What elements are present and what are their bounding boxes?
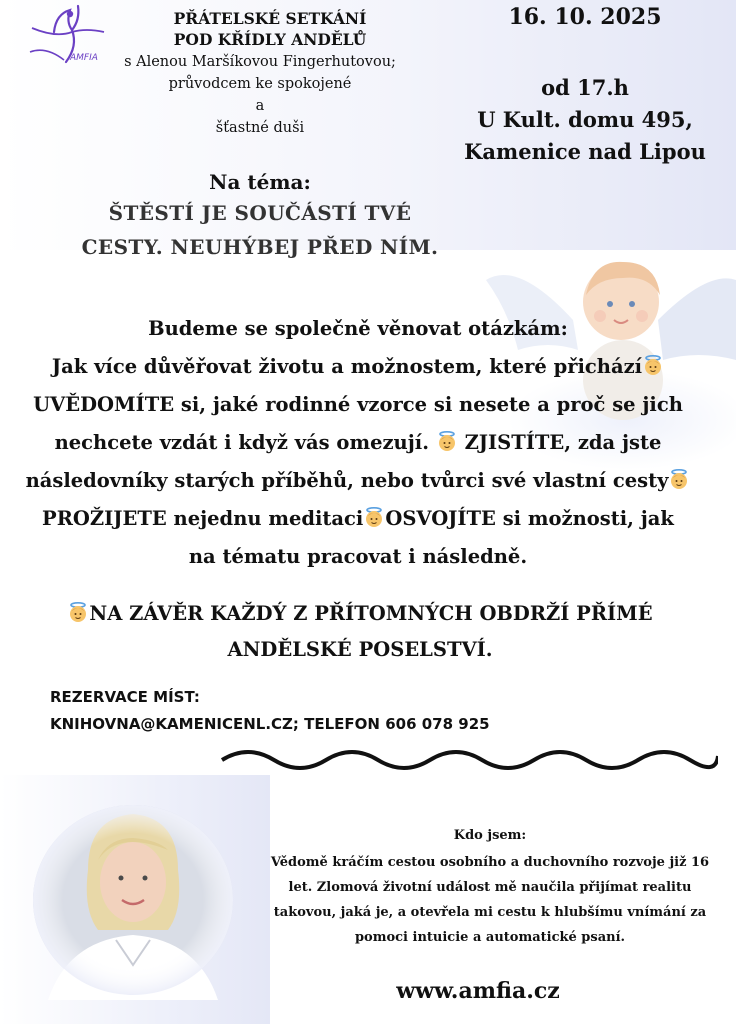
main-line-2 (20, 348, 696, 386)
main-line-4b: ZJISTÍTE, zda jste (457, 431, 662, 454)
angel-face-emoji-icon (363, 503, 385, 525)
portrait-photo (28, 800, 238, 1000)
theme-label: Na téma: (209, 170, 311, 194)
subtitle-line-3: a (255, 98, 265, 114)
event-title (100, 8, 440, 50)
main-line-6a: PROŽIJETE nejednu meditaci (42, 507, 364, 530)
main-line-5 (20, 462, 696, 500)
title-line-1: PŘÁTELSKÉ SETKÁNÍ (173, 9, 367, 28)
main-line-6 (20, 500, 696, 538)
reservation-contact: KNIHOVNA@KAMENICENL.CZ; TELEFON 606 078 925 (50, 715, 490, 733)
main-content (20, 310, 696, 576)
bio-line-4: pomoci intuicie a automatické psaní. (354, 930, 626, 945)
final-line-1-text: NA ZÁVĚR KAŽDÝ Z PŘÍTOMNÝCH OBDRŽÍ PŘÍMÉ (89, 602, 653, 625)
event-subtitle (80, 51, 440, 139)
main-line-2-text: Jak více důvěřovat životu a možnostem, které přichází (51, 355, 643, 378)
place-line-1: U Kult. domu 495, (477, 107, 693, 132)
event-date: 16. 10. 2025 (508, 4, 662, 30)
website-link[interactable]: www.amfia.cz (396, 978, 560, 1004)
bio-text (262, 850, 718, 950)
theme-heading (40, 196, 480, 264)
place-line-2: Kamenice nad Lipou (464, 139, 706, 164)
angel-face-emoji-icon (668, 465, 690, 487)
final-message (40, 596, 680, 668)
event-place (440, 72, 730, 168)
subtitle-line-1: s Alenou Maršíkovou Fingerhutovou; (124, 54, 396, 70)
subtitle-line-2: průvodcem ke spokojené (168, 76, 352, 92)
main-line-4 (20, 424, 696, 462)
title-line-2: POD KŘÍDLY ANDĚLŮ (173, 30, 367, 49)
theme-line-1: ŠTĚSTÍ JE SOUČÁSTÍ TVÉ (108, 201, 412, 225)
subtitle-line-4: šťastné duši (215, 120, 305, 136)
reservation-label: REZERVACE MÍST: (50, 688, 200, 706)
event-time: od 17.h (541, 75, 629, 100)
wave-divider (218, 740, 718, 780)
bio-line-1: Vědomě kráčím cestou osobního a duchovního rozvoje již 16 (270, 855, 710, 870)
main-line-1: Budeme se společně věnovat otázkám: (148, 317, 568, 340)
main-line-5-text: následovníky starých příběhů, nebo tvůrci své vlastní cesty (25, 469, 669, 492)
angel-face-emoji-icon (436, 427, 458, 449)
theme-line-2: CESTY. NEUHÝBEJ PŘED NÍM. (81, 235, 439, 259)
angel-face-emoji-icon (67, 599, 89, 621)
main-line-4a: nechcete vzdát i když vás omezují. (54, 431, 429, 454)
main-line-7: na tématu pracovat i následně. (188, 545, 528, 568)
bio-line-2: let. Zlomová životní událost mě naučila přijímat realitu (288, 880, 692, 895)
bio-title: Kdo jsem: (453, 828, 527, 843)
main-line-6b: OSVOJÍTE si možnosti, jak (385, 507, 674, 530)
main-line-3: UVĚDOMÍTE si, jaké rodinné vzorce si nesete a proč se jich (33, 393, 683, 416)
bio-line-3: takovou, jaká je, a otevřela mi cestu k hlubšímu vnímání za (273, 905, 707, 920)
logo-text: AMFIA (70, 53, 98, 63)
final-line-2: ANDĚLSKÉ POSELSTVÍ. (227, 638, 493, 661)
angel-face-emoji-icon (642, 351, 664, 373)
reservation-info (50, 684, 610, 738)
final-line-1 (40, 596, 680, 632)
